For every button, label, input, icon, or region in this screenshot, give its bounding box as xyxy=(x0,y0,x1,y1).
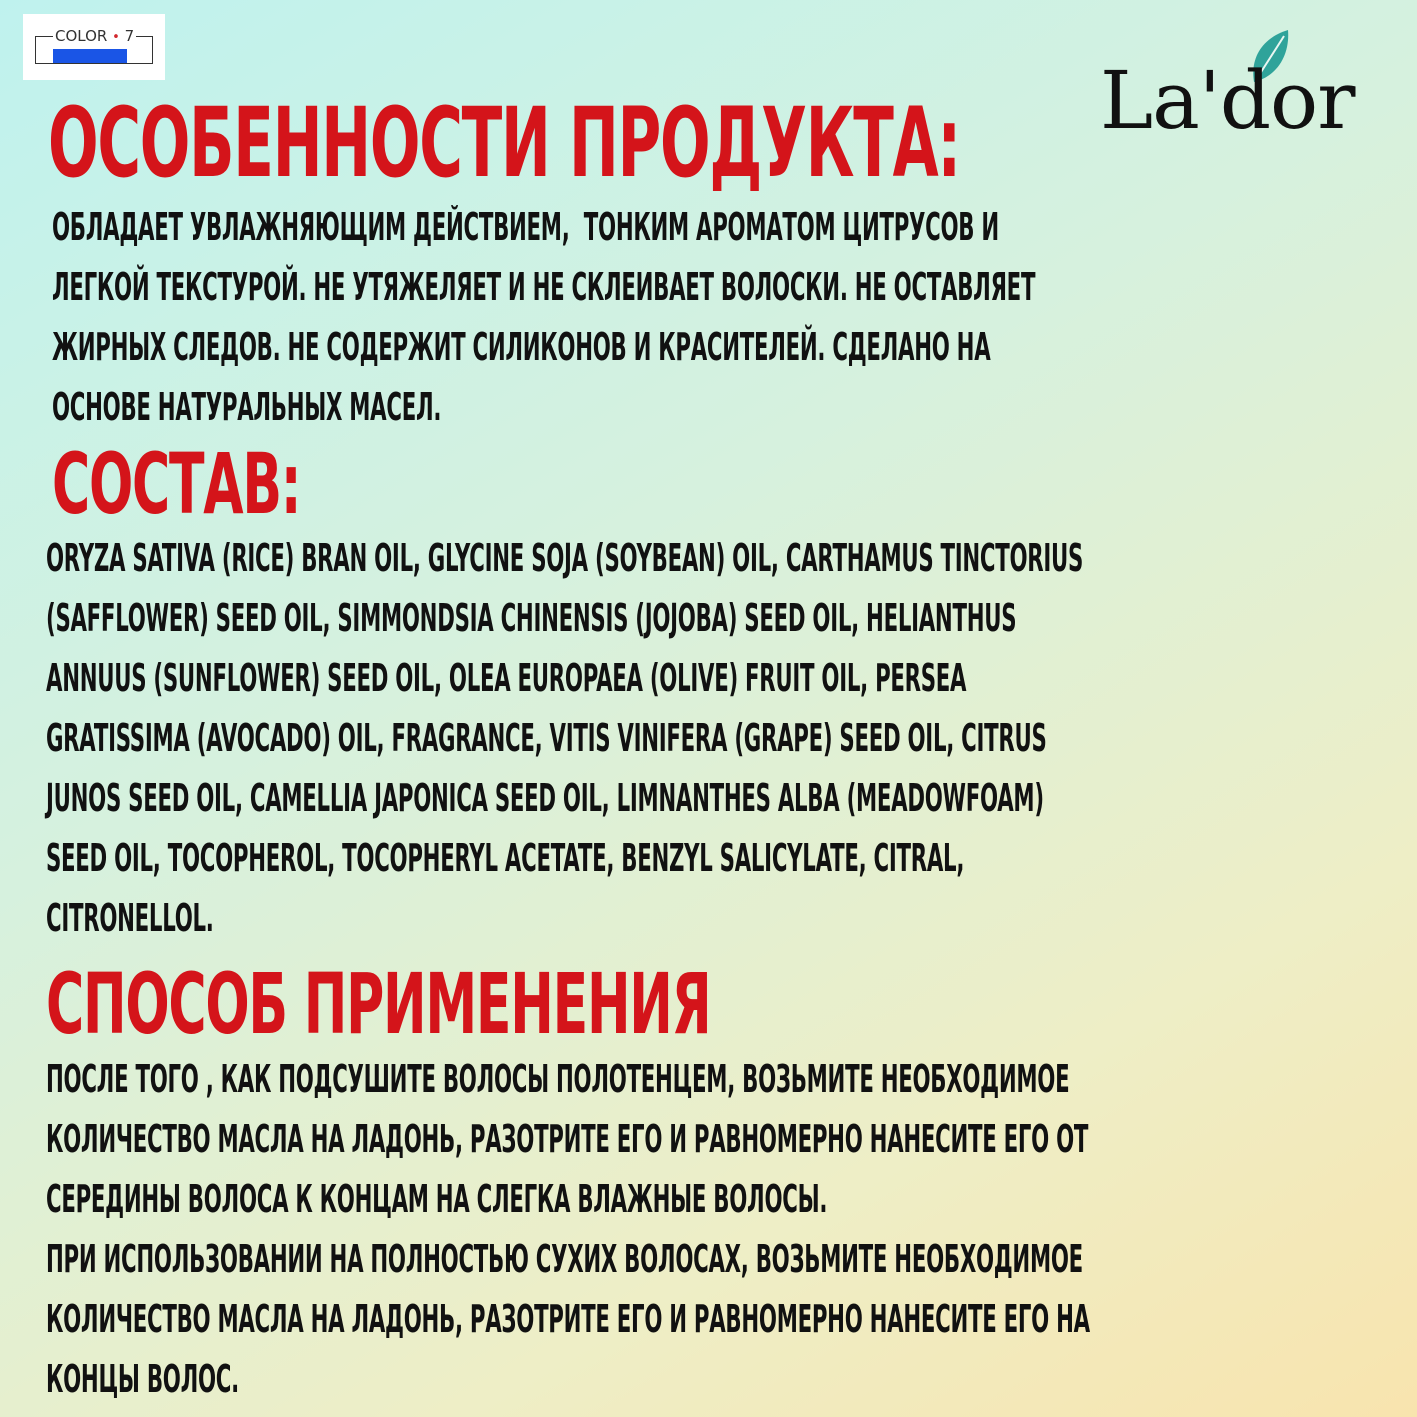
text-line: CITRONELLOL. xyxy=(46,896,214,940)
badge-text xyxy=(53,27,136,47)
text-line: СЕРЕДИНЫ ВОЛОСА К КОНЦАМ НА СЛЕГКА ВЛАЖНЫЕ ВОЛОСЫ. xyxy=(46,1177,828,1221)
text-line: ОСНОВЕ НАТУРАЛЬНЫХ МАСЕЛ. xyxy=(52,385,442,429)
logo-wordmark: La'dor xyxy=(1100,54,1355,147)
text-line: ЛЕГКОЙ ТЕКСТУРОЙ. НЕ УТЯЖЕЛЯЕТ И НЕ СКЛЕИВАЕТ ВОЛОСКИ. НЕ ОСТАВЛЯЕТ xyxy=(52,265,1036,309)
usage-text xyxy=(46,1049,1090,1409)
text-line: ANNUUS (SUNFLOWER) SEED OIL, OLEA EUROPAEA (OLIVE) FRUIT OIL, PERSEA xyxy=(46,656,967,700)
text-line: (SAFFLOWER) SEED OIL, SIMMONDSIA CHINENSIS (JOJOBA) SEED OIL, HELIANTHUS xyxy=(46,596,1017,640)
text-line: КОЛИЧЕСТВО МАСЛА НА ЛАДОНЬ, РАЗОТРИТЕ ЕГО И РАВНОМЕРНО НАНЕСИТЕ ЕГО ОТ xyxy=(46,1117,1089,1161)
text-line: SEED OIL, TOCOPHEROL, TOCOPHERYL ACETATE, BENZYL SALICYLATE, CITRAL, xyxy=(46,836,965,880)
composition-text xyxy=(46,528,1083,948)
lador-logo xyxy=(1100,28,1355,147)
composition-heading: СОСТАВ: xyxy=(52,435,301,533)
text-line: ПОСЛЕ ТОГО , КАК ПОДСУШИТЕ ВОЛОСЫ ПОЛОТЕНЦЕМ, ВОЗЬМИТЕ НЕОБХОДИМОЕ xyxy=(46,1057,1070,1101)
text-line: ЖИРНЫХ СЛЕДОВ. НЕ СОДЕРЖИТ СИЛИКОНОВ И КРАСИТЕЛЕЙ. СДЕЛАНО НА xyxy=(52,325,991,369)
text-line: КОЛИЧЕСТВО МАСЛА НА ЛАДОНЬ, РАЗОТРИТЕ ЕГО И РАВНОМЕРНО НАНЕСИТЕ ЕГО НА xyxy=(46,1297,1090,1341)
text-line: ОБЛАДАЕТ УВЛАЖНЯЮЩИМ ДЕЙСТВИЕМ, ТОНКИМ АРОМАТОМ ЦИТРУСОВ И xyxy=(52,205,999,249)
text-line: ORYZA SATIVA (RICE) BRAN OIL, GLYCINE SOJA (SOYBEAN) OIL, CARTHAMUS TINCTORIUS xyxy=(46,536,1084,580)
badge-color-bar xyxy=(53,49,127,63)
color7-badge xyxy=(23,14,165,80)
features-text xyxy=(52,197,1035,437)
badge-dot-icon: • xyxy=(112,30,120,45)
text-line: JUNOS SEED OIL, CAMELLIA JAPONICA SEED OIL, LIMNANTHES ALBA (MEADOWFOAM) xyxy=(46,776,1044,820)
badge-brand-number: 7 xyxy=(124,27,135,45)
text-line: GRATISSIMA (AVOCADO) OIL, FRAGRANCE, VITIS VINIFERA (GRAPE) SEED OIL, CITRUS xyxy=(46,716,1047,760)
text-line: КОНЦЫ ВОЛОС. xyxy=(46,1357,239,1401)
text-line: ПРИ ИСПОЛЬЗОВАНИИ НА ПОЛНОСТЬЮ СУХИХ ВОЛОСАХ, ВОЗЬМИТЕ НЕОБХОДИМОЕ xyxy=(46,1237,1083,1281)
usage-heading: СПОСОБ ПРИМЕНЕНИЯ xyxy=(46,955,711,1053)
badge-brand-text: COLOR xyxy=(55,27,108,45)
features-heading: ОСОБЕННОСТИ ПРОДУКТА: xyxy=(48,87,960,199)
